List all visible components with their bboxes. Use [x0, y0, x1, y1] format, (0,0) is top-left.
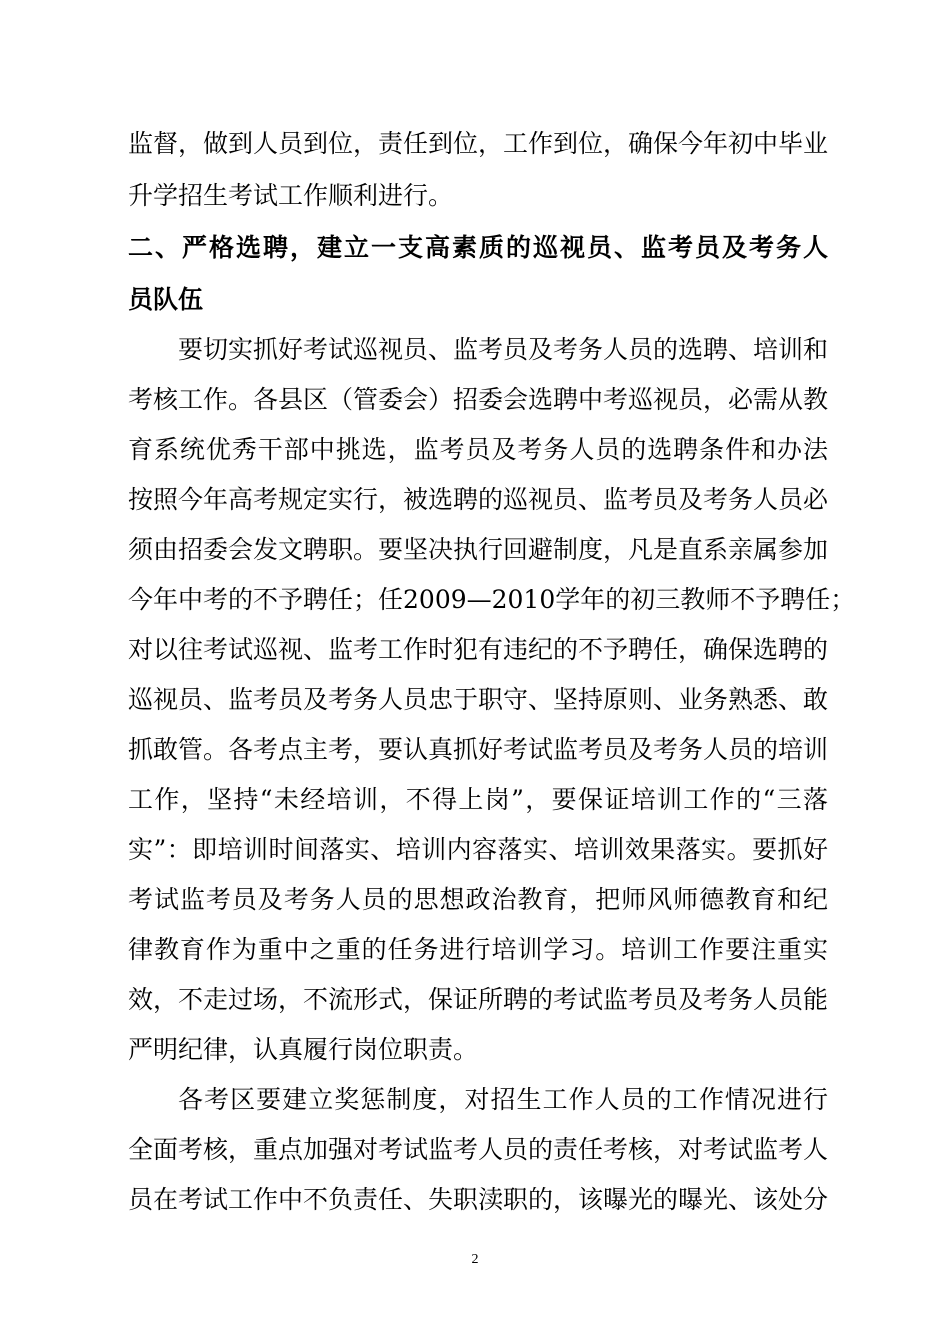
body-line: 效，不走过场，不流形式，保证所聘的考试监考员及考务人员能	[128, 985, 829, 1014]
body-line: 考核工作。各县区（管委会）招委会选聘中考巡视员，必需从教	[128, 385, 829, 414]
body-line: 监督，做到人员到位，责任到位，工作到位，确保今年初中毕业	[128, 129, 829, 158]
body-line: 巡视员、监考员及考务人员忠于职守、坚持原则、业务熟悉、敢	[128, 685, 829, 714]
body-line: 实”：即培训时间落实、培训内容落实、培训效果落实。要抓好	[128, 835, 828, 864]
body-line: 按照今年高考规定实行，被选聘的巡视员、监考员及考务人员必	[128, 485, 829, 514]
section-heading: 二、严格选聘，建立一支高素质的巡视员、监考员及考务人	[128, 233, 828, 262]
body-line: 抓敢管。各考点主考，要认真抓好考试监考员及考务人员的培训	[128, 735, 829, 764]
body-line: 要切实抓好考试巡视员、监考员及考务人员的选聘、培训和	[178, 335, 829, 364]
body-line: 升学招生考试工作顺利进行。	[128, 181, 454, 210]
body-line: 员在考试工作中不负责任、失职渎职的，该曝光的曝光、该处分	[128, 1185, 829, 1214]
body-line: 严明纪律，认真履行岗位职责。	[128, 1035, 479, 1064]
body-line: 律教育作为重中之重的任务进行培训学习。培训工作要注重实	[128, 935, 828, 964]
body-line: 考试监考员及考务人员的思想政治教育，把师风师德教育和纪	[128, 885, 828, 914]
body-line: 工作，坚持“未经培训，不得上岗”，要保证培训工作的“三落	[128, 785, 828, 814]
body-line: 对以往考试巡视、监考工作时犯有违纪的不予聘任，确保选聘的	[128, 635, 829, 664]
body-line: 须由招委会发文聘职。要坚决执行回避制度，凡是直系亲属参加	[128, 535, 829, 564]
body-line: 各考区要建立奖惩制度，对招生工作人员的工作情况进行	[178, 1085, 828, 1114]
body-line: 育系统优秀干部中挑选，监考员及考务人员的选聘条件和办法	[128, 435, 828, 464]
section-heading: 员队伍	[128, 285, 204, 314]
body-line: 全面考核，重点加强对考试监考人员的责任考核，对考试监考人	[128, 1135, 829, 1164]
page-number: 2	[471, 1252, 479, 1267]
body-line: 今年中考的不予聘任；任2009—2010学年的初三教师不予聘任；	[128, 585, 856, 614]
